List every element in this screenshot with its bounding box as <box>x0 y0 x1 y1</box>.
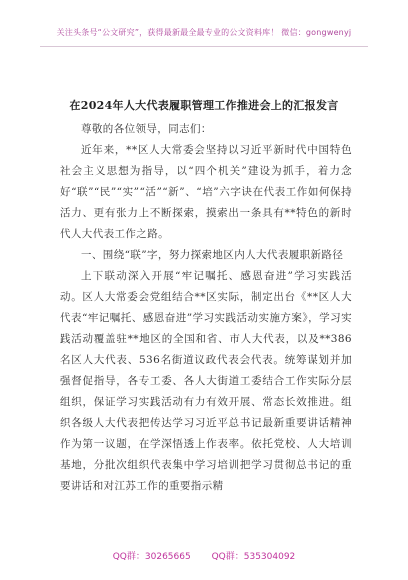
watermark-header: 关注头条号“公文研究”，获得最新最全最专业的公文资料库！ 微信：gongwenyj <box>56 28 352 37</box>
greeting: 尊敬的各位领导，同志们： <box>81 123 212 135</box>
document-body <box>60 119 352 497</box>
header-divider <box>40 46 368 47</box>
paragraph-section-1: 上下联动深入开展“牢记嘱托、感恩奋进”学习实践活动。区人大常委会党组结合**区实际，制定出台《**区人大代表“牢记嘱托、感恩奋进”学习实践活动实施方案》，学习实践活动覆盖驻**地区的全国和省、市人大代表，以及**386名区人大代表、536名街道议政代表会代表。统筹谋划并加强督促指导，各专工委、各人大街道工委结合工作实际分层组织，保证学习实践活动有力有效开展、常态长效推进。组织各级人大代表把传达学习习近平总书记最新重要讲话精神作为第一议题，在学深悟透上作表率。依托党校、人大培训基地，分批次组织代表集中学习培训把学习贯彻总书记的重要讲话和对江苏工作的重要指示精 <box>60 270 352 492</box>
footer-qq-group-2: QQ群：535304092 <box>211 552 296 562</box>
document-title: 在2024年人大代表履职管理工作推进会上的汇报发言 <box>69 99 339 112</box>
footer-qq-group-1: QQ群：30265665 <box>112 552 191 562</box>
paragraph-intro: 近年来，**区人大常委会坚持以习近平新时代中国特色社会主义思想为指导，以“四个机关”建设为抓手，着力念好“联”“民”“实”“活”“新”、“培”六字诀在代表工作如何保持活力、更有张力上不断探索，摸索出一条具有**特色的新时代人大代表工作之路。 <box>60 144 352 240</box>
footer-contacts <box>0 549 408 562</box>
section-heading: 一、围绕“联”字，努力探索地区内人大代表履职新路径 <box>81 249 344 261</box>
